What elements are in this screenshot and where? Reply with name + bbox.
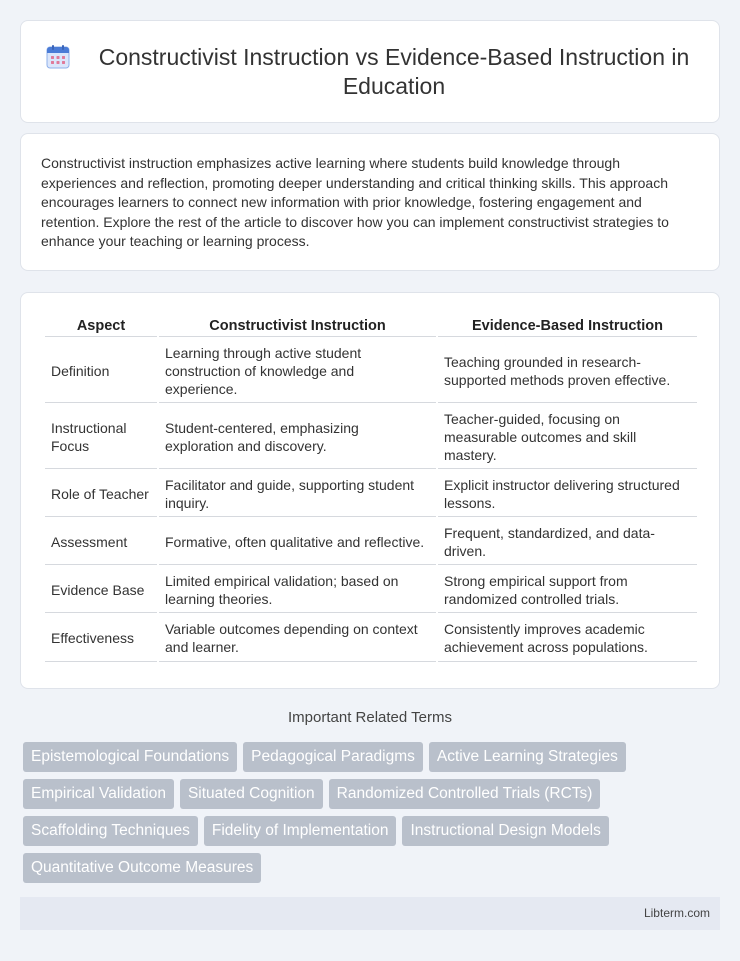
related-term-tag[interactable]: Instructional Design Models <box>402 816 608 846</box>
related-terms-list <box>23 742 703 883</box>
constructivist-cell: Student-centered, emphasizing exploration and discovery. <box>159 405 436 469</box>
related-term-tag[interactable]: Active Learning Strategies <box>429 742 626 772</box>
evidence-based-cell: Explicit instructor delivering structured lessons. <box>438 471 697 517</box>
table-row <box>45 405 697 469</box>
related-term-tag[interactable]: Scaffolding Techniques <box>23 816 198 846</box>
constructivist-cell: Learning through active student construction of knowledge and experience. <box>159 339 436 403</box>
column-header-constructivist: Constructivist Instruction <box>159 315 436 337</box>
aspect-cell: Evidence Base <box>45 567 157 613</box>
related-term-tag[interactable]: Fidelity of Implementation <box>204 816 397 846</box>
constructivist-cell: Limited empirical validation; based on learning theories. <box>159 567 436 613</box>
related-term-tag[interactable]: Quantitative Outcome Measures <box>23 853 261 883</box>
table-row <box>45 567 697 613</box>
footer <box>20 897 720 930</box>
evidence-based-cell: Consistently improves academic achievement across populations. <box>438 615 697 662</box>
evidence-based-cell: Teaching grounded in research-supported methods proven effective. <box>438 339 697 403</box>
aspect-cell: Effectiveness <box>45 615 157 662</box>
column-header-aspect: Aspect <box>45 315 157 337</box>
footer-site-link[interactable]: Libterm.com <box>643 906 710 920</box>
comparison-table <box>43 313 699 664</box>
intro-paragraph: Constructivist instruction emphasizes active learning where students build knowledge through experiences and reflection, promoting deeper understanding and critical thinking skills. This approach encourages learners to connect new information with prior knowledge, fostering engagement and retention. Explore the rest of the article to discover how you can implement constructivist strategies to enhance your teaching or learning process. <box>41 155 669 249</box>
page-title: Constructivist Instruction vs Evidence-Based Instruction in Education <box>98 43 690 99</box>
related-term-tag[interactable]: Empirical Validation <box>23 779 174 809</box>
table-header-row <box>45 315 697 337</box>
evidence-based-cell: Strong empirical support from randomized controlled trials. <box>438 567 697 613</box>
header-inner <box>21 21 719 122</box>
header-card <box>20 20 720 123</box>
related-term-tag[interactable]: Situated Cognition <box>180 779 323 809</box>
table-row <box>45 471 697 517</box>
constructivist-cell: Facilitator and guide, supporting student inquiry. <box>159 471 436 517</box>
aspect-cell: Role of Teacher <box>45 471 157 517</box>
table-row <box>45 615 697 662</box>
aspect-cell: Assessment <box>45 519 157 565</box>
constructivist-cell: Formative, often qualitative and reflective. <box>159 519 436 565</box>
related-term-tag[interactable]: Pedagogical Paradigms <box>243 742 423 772</box>
evidence-based-cell: Frequent, standardized, and data-driven. <box>438 519 697 565</box>
table-row <box>45 339 697 403</box>
constructivist-cell: Variable outcomes depending on context and learner. <box>159 615 436 662</box>
aspect-cell: Instructional Focus <box>45 405 157 469</box>
evidence-based-cell: Teacher-guided, focusing on measurable outcomes and skill mastery. <box>438 405 697 469</box>
intro-card <box>20 133 720 271</box>
aspect-cell: Definition <box>45 339 157 403</box>
calendar-icon <box>45 44 71 70</box>
comparison-table-card <box>20 292 720 689</box>
table-row <box>45 519 697 565</box>
related-term-tag[interactable]: Randomized Controlled Trials (RCTs) <box>329 779 601 809</box>
related-terms-heading: Important Related Terms <box>288 709 452 726</box>
related-term-tag[interactable]: Epistemological Foundations <box>23 742 237 772</box>
column-header-evidence-based: Evidence-Based Instruction <box>438 315 697 337</box>
